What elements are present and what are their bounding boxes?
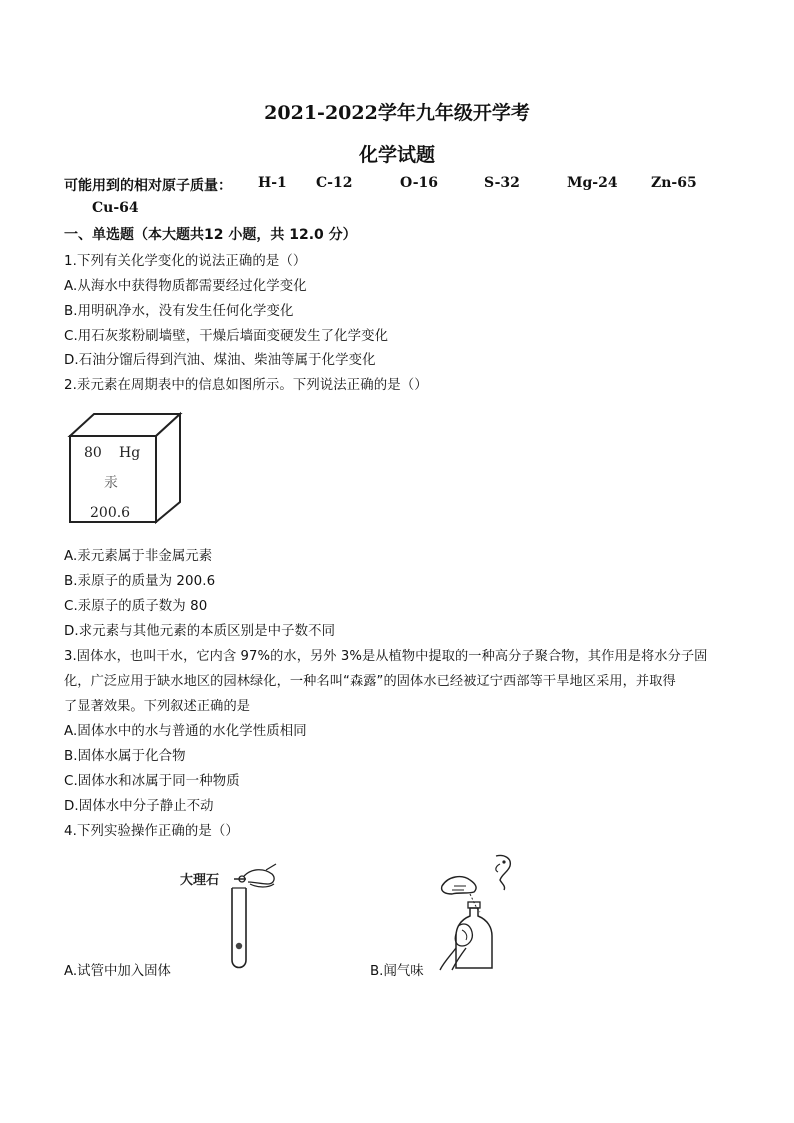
q3-option-a: A.固体水中的水与普通的水化学性质相同 [64,724,307,739]
q1-option-b: B.用明矾净水，没有发生任何化学变化 [64,304,294,319]
atomic-masses [64,175,744,215]
q4-stem: 4.下列实验操作正确的是（） [64,824,239,839]
element-atomic-number: 80 [84,445,102,461]
q2-option-d: D.求元素与其他元素的本质区别是中子数不同 [64,624,336,639]
q2-option-b: B.汞原子的质量为 200.6 [64,574,216,589]
q4-option-b: B.闻气味 [370,964,424,979]
atomic-masses-label: 可能用到的相对原子质量： [64,178,232,194]
q4-option-a: A.试管中加入固体 [64,964,171,979]
q3-stem-line: 化，广泛应用于缺水地区的园林绿化，一种名叫“森露”的固体水已经被辽宁西部等干旱地区采用，并取得 [64,674,676,689]
q2-stem: 2.汞元素在周期表中的信息如图所示。下列说法正确的是（） [64,378,428,393]
element-symbol: Hg [119,445,141,461]
exam-subtitle: 化学试题 [358,144,435,166]
atomic-mass-item: C-12 [316,175,353,191]
exam-title: 2021-2022学年九年级开学考 [264,102,530,124]
q3-option-c: C.固体水和冰属于同一种物质 [64,774,240,789]
element-mass: 200.6 [90,505,131,521]
atomic-mass-item: Mg-24 [567,175,618,191]
q1-option-c: C.用石灰浆粉刷墙壁，干燥后墙面变硬发生了化学变化 [64,329,389,344]
section-heading: 一、单选题（本大题共12 小题，共 12.0 分） [64,227,357,243]
q3-option-d: D.固体水中分子静止不动 [64,799,214,814]
q1-stem: 1.下列有关化学变化的说法正确的是（） [64,254,307,269]
q1-option-a: A.从海水中获得物质都需要经过化学变化 [64,279,307,294]
atomic-mass-item: Zn-65 [651,175,697,191]
q2-option-c: C.汞原子的质子数为 80 [64,599,208,614]
atomic-mass-item: H-1 [258,175,287,191]
q3-stem-line: 了显著效果。下列叙述正确的是 [64,699,251,714]
q3-option-b: B.固体水属于化合物 [64,749,186,764]
marble-label: 大理石 [180,873,220,888]
atomic-mass-item: S-32 [484,175,520,191]
q3-stem-line: 3.固体水，也叫干水，它内含 97%的水，另外 3%是从植物中提取的一种高分子聚合物，其作用是将水分子固 [64,649,708,664]
q1-option-d: D.石油分馏后得到汽油、煤油、柴油等属于化学变化 [64,353,376,368]
q2-option-a: A.汞元素属于非金属元素 [64,549,213,564]
atomic-mass-item: Cu-64 [92,200,139,216]
element-name: 汞 [104,475,118,491]
test-tube-figure [178,858,288,973]
smelling-odor-figure [430,852,530,977]
atomic-mass-item: O-16 [400,175,439,191]
mercury-element-card [66,410,186,526]
